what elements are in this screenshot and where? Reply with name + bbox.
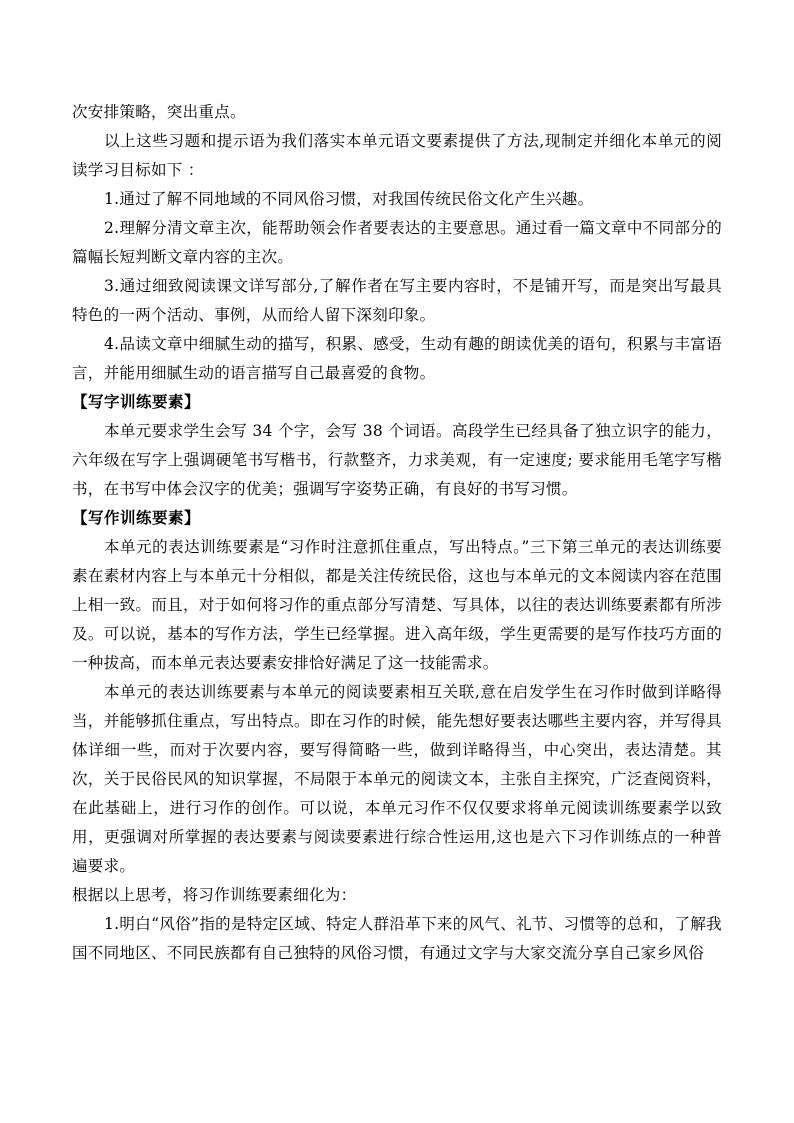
paragraph-reading-goals-intro: 以上这些习题和提示语为我们落实本单元语文要素提供了方法,现制定并细化本单元的阅读学习目标如下 ：: [72, 132, 722, 179]
document-body: [72, 98, 722, 968]
paragraph-composition-1: 本单元的表达训练要素是“习作时注意抓住重点，写出特点。”三下第三单元的表达训练要素在素材内容上与本单元十分相似，都是关注传统民俗，这也与本单元的文本阅读内容在范围上相一致。而且，对于如何将习作的重点部分写清楚、写具体，以往的表达训练要素都有所涉及。可以说，基本的写作方法，学生已经掌握。进入高年级，学生更需要的是写作技巧方面的一种拔高，而本单元表达要素安排恰好满足了这一技能需求。: [72, 538, 722, 672]
reading-goal-2: 2.理解分清文章主次，能帮助领会作者要表达的主要意思。通过看一篇文章中不同部分的篇幅长短判断文章内容的主次。: [72, 219, 722, 266]
section-heading-writing-characters: 【写字训练要素】: [72, 393, 201, 411]
paragraph-writing-characters: 本单元要求学生会写 34 个字，会写 38 个词语。高段学生已经具备了独立识字的能力，六年级在写字上强调硬笔书写楷书，行款整齐，力求美观，有一定速度; 要求能用毛笔字写楷书，在书写中体会汉字的优美；强调写字姿势正确，有良好的书写习惯。: [72, 422, 722, 498]
paragraph-composition-2: 本单元的表达训练要素与本单元的阅读要素相互关联,意在启发学生在习作时做到详略得当，并能够抓住重点，写出特点。即在习作的时候，能先想好要表达哪些主要内容，并写得具体详细一些，而对于次要内容，要写得简略一些，做到详略得当，中心突出，表达清楚。其次，关于民俗民风的知识掌握，不局限于本单元的阅读文本，主张自主探究，广泛查阅资料，在此基础上，进行习作的创作。可以说，本单元习作不仅仅要求将单元阅读训练要素学以致用，更强调对所掌握的表达要素与阅读要素进行综合性运用,这也是六下习作训练点的一种普遍要求。: [72, 683, 722, 875]
paragraph-continuation: 次安排策略，突出重点。: [72, 103, 246, 121]
paragraph-composition-3: 根据以上思考，将习作训练要素细化为：: [72, 886, 357, 904]
reading-goal-3: 3.通过细致阅读课文详写部分,了解作者在写主要内容时，不是铺开写，而是突出写最具特色的一两个活动、事例，从而给人留下深刻印象。: [72, 277, 722, 324]
reading-goal-1: 1.通过了解不同地域的不同风俗习惯，对我国传统民俗文化产生兴趣。: [104, 190, 594, 208]
composition-goal-1: 1.明白“风俗”指的是特定区域、特定人群沿革下来的风气、礼节、习惯等的总和，了解我国不同地区、不同民族都有自己独特的风俗习惯，有通过文字与大家交流分享自己家乡风俗: [72, 915, 722, 962]
section-heading-composition: 【写作训练要素】: [72, 509, 201, 527]
reading-goal-4: 4.品读文章中细腻生动的描写，积累、感受，生动有趣的朗读优美的语句，积累与丰富语言，并能用细腻生动的语言描写自己最喜爱的食物。: [72, 335, 722, 382]
